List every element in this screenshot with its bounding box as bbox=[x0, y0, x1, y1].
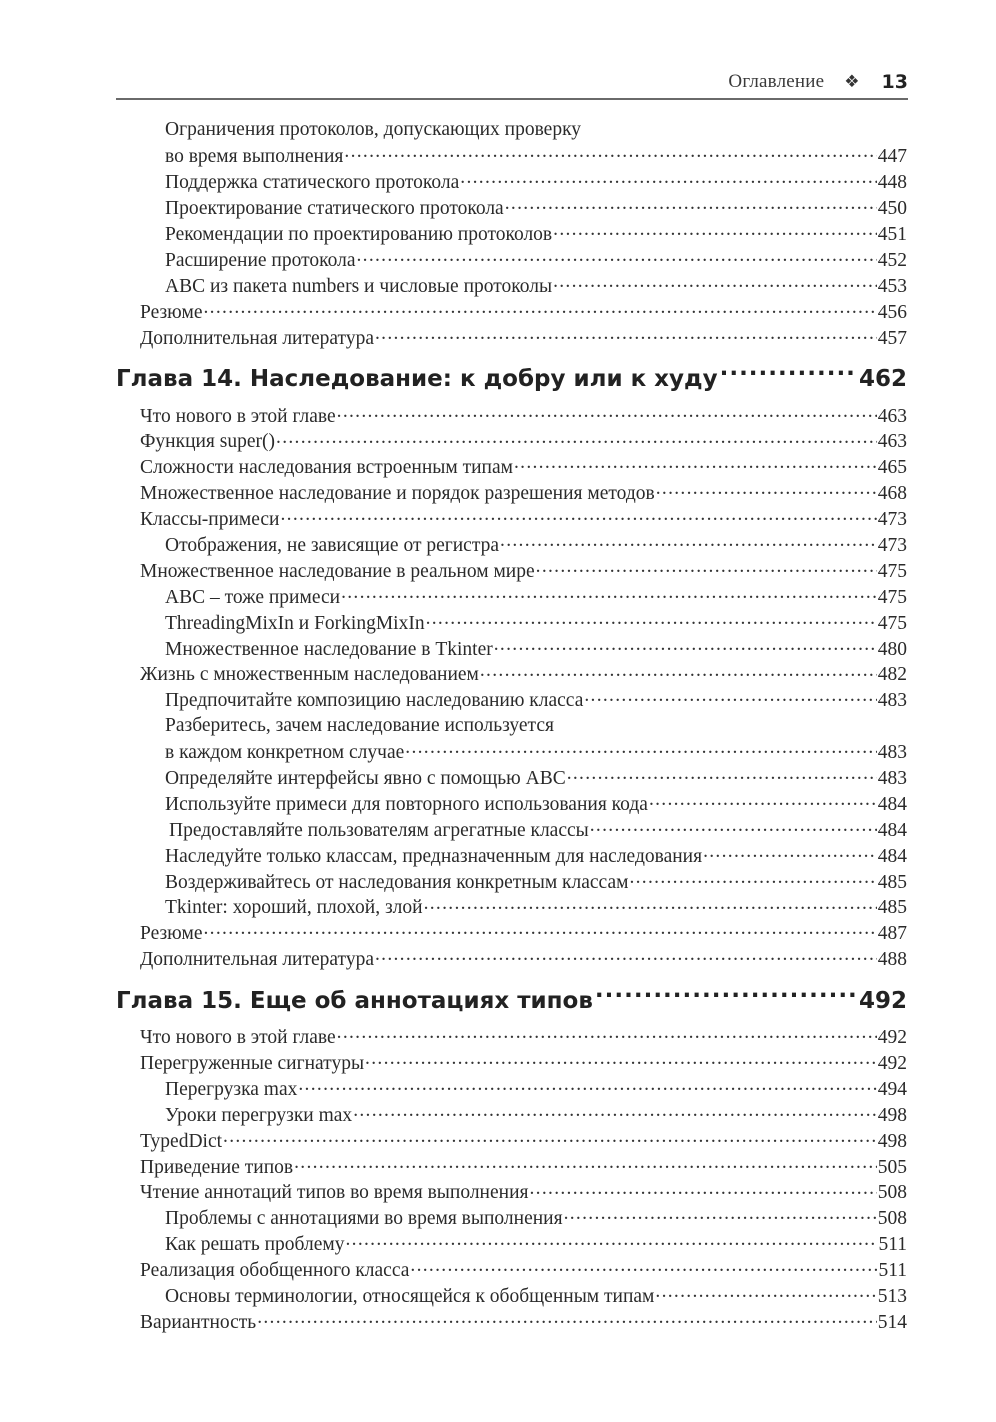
toc-entry-title: Используйте примеси для повторного использования кода bbox=[165, 793, 648, 815]
toc-entry[interactable] bbox=[140, 221, 907, 247]
toc-entry[interactable] bbox=[140, 402, 907, 428]
toc-entry[interactable] bbox=[140, 1257, 907, 1283]
toc-entry-page: 513 bbox=[877, 1286, 907, 1308]
toc-entry-title: Как решать проблему bbox=[165, 1234, 345, 1256]
toc-entry-title: Проблемы с аннотациями во время выполнения bbox=[165, 1208, 563, 1230]
page-number: 13 bbox=[881, 71, 908, 93]
toc-entry[interactable] bbox=[140, 195, 907, 221]
toc-entry-title: Резюме bbox=[140, 923, 203, 945]
toc-entry-page: 452 bbox=[877, 249, 907, 271]
toc-entry[interactable] bbox=[140, 506, 907, 532]
toc-entry-title: Уроки перегрузки max bbox=[165, 1104, 353, 1126]
toc-entry[interactable] bbox=[140, 790, 907, 816]
dot-leader bbox=[703, 842, 877, 862]
toc-entry-page: 511 bbox=[878, 1234, 907, 1256]
toc-entry[interactable] bbox=[140, 583, 907, 609]
toc-entry-title: Реализация обобщенного класса bbox=[140, 1260, 410, 1282]
toc-entry-page: 492 bbox=[877, 1053, 907, 1074]
dot-leader bbox=[298, 1075, 876, 1095]
toc-entry-title: Множественное наследование в Tkinter bbox=[165, 638, 493, 660]
dot-leader bbox=[405, 739, 876, 759]
chapter-page: 462 bbox=[858, 366, 907, 393]
toc-entry-page: 473 bbox=[877, 534, 907, 556]
toc-entry[interactable] bbox=[140, 1153, 907, 1179]
toc-entry[interactable] bbox=[140, 246, 907, 272]
toc-entry-title: Сложности наследования встроенным типам bbox=[140, 457, 513, 479]
toc-entry-page: 448 bbox=[877, 172, 907, 194]
toc-entry-title: Отображения, не зависящие от регистра bbox=[165, 534, 500, 556]
toc-entry-page: 494 bbox=[877, 1078, 907, 1100]
toc-entry-page: 475 bbox=[877, 586, 907, 608]
toc-entry[interactable] bbox=[140, 324, 907, 350]
diamond-ornament-icon: ❖ bbox=[844, 72, 860, 91]
toc-entry-title: Жизнь с множественным наследованием bbox=[140, 664, 479, 686]
toc-entry-title: Tkinter: хороший, плохой, злой bbox=[165, 897, 423, 919]
toc-entry-page: 498 bbox=[877, 1104, 907, 1126]
dot-leader bbox=[536, 557, 877, 577]
dot-leader bbox=[590, 816, 877, 836]
chapter-heading[interactable] bbox=[116, 978, 907, 1024]
dot-leader bbox=[629, 868, 876, 888]
toc-entry[interactable] bbox=[140, 635, 907, 661]
toc-entry-page: 508 bbox=[877, 1208, 907, 1230]
toc-entry-title: во время выполнения bbox=[165, 146, 344, 168]
toc-entry-title: Разберитесь, зачем наследование используется bbox=[165, 714, 554, 736]
toc-entry[interactable] bbox=[140, 687, 907, 713]
toc-entry-page: 480 bbox=[877, 638, 907, 660]
toc-entry[interactable] bbox=[140, 1024, 907, 1050]
toc-entry-title: Наследуйте только классам, предназначенным для наследования bbox=[165, 845, 703, 867]
toc-entry-title: Проектирование статического протокола bbox=[165, 198, 504, 220]
toc-entry-title: Определяйте интерфейсы явно с помощью ABC bbox=[165, 767, 566, 789]
toc-entry-page: 485 bbox=[877, 871, 907, 893]
toc-entry-title: в каждом конкретном случае bbox=[165, 742, 405, 764]
toc-entry-page: 483 bbox=[877, 690, 907, 712]
toc-entry-title: Резюме bbox=[140, 301, 203, 323]
toc-entry[interactable] bbox=[140, 298, 907, 324]
toc-entry[interactable] bbox=[140, 480, 907, 506]
toc-entry-title: Воздерживайтесь от наследования конкретным классам bbox=[165, 871, 629, 893]
toc-entry[interactable] bbox=[140, 609, 907, 635]
toc-entry[interactable] bbox=[140, 272, 907, 298]
toc-entry-title: Классы-примеси bbox=[140, 509, 280, 531]
toc-entry-page: 483 bbox=[877, 742, 907, 764]
toc-entry[interactable] bbox=[140, 816, 907, 842]
toc-entry[interactable] bbox=[140, 531, 907, 557]
toc-entry-page: 498 bbox=[877, 1130, 907, 1152]
toc-entry-page: 483 bbox=[877, 767, 907, 789]
chapter-page: 492 bbox=[858, 987, 907, 1014]
toc-entry[interactable] bbox=[140, 1179, 907, 1205]
dot-leader bbox=[281, 506, 877, 526]
toc-entry-title: Приведение типов bbox=[140, 1156, 294, 1178]
dot-leader bbox=[480, 661, 877, 681]
toc-entry-title: Ограничения протоколов, допускающих проверку bbox=[165, 119, 582, 140]
toc-entry[interactable] bbox=[140, 428, 907, 454]
toc-entry-page: 457 bbox=[877, 327, 907, 349]
toc-entry-page: 468 bbox=[877, 483, 907, 505]
toc-entry[interactable] bbox=[140, 169, 907, 195]
dot-leader bbox=[344, 143, 876, 163]
toc-entry-title: Поддержка статического протокола bbox=[165, 172, 460, 194]
toc-entry-page: 473 bbox=[877, 509, 907, 531]
dot-leader bbox=[514, 454, 877, 474]
toc-entry[interactable] bbox=[140, 143, 907, 169]
toc-entry[interactable] bbox=[140, 842, 907, 868]
toc-entry-page: 451 bbox=[877, 224, 907, 246]
toc-entry-title: Множественное наследование и порядок разрешения методов bbox=[140, 483, 655, 505]
dot-leader bbox=[460, 169, 876, 189]
toc-entry[interactable] bbox=[140, 1127, 907, 1153]
toc-entry-page: 463 bbox=[877, 431, 907, 453]
toc-entry-title: Основы терминологии, относящейся к обобщенным типам bbox=[165, 1286, 655, 1308]
toc-entry-page: 482 bbox=[877, 664, 907, 686]
dot-leader bbox=[353, 1101, 877, 1121]
dot-leader bbox=[424, 894, 877, 914]
dot-leader bbox=[567, 764, 877, 784]
dot-leader bbox=[375, 946, 877, 966]
dot-leader bbox=[530, 1179, 877, 1199]
toc-entry[interactable] bbox=[140, 1075, 907, 1101]
toc-entry-page: 492 bbox=[877, 1027, 907, 1049]
toc-entry-page: 450 bbox=[877, 198, 907, 220]
dot-leader bbox=[655, 1283, 876, 1303]
chapter-heading[interactable] bbox=[116, 356, 907, 402]
toc-entry[interactable] bbox=[140, 1308, 907, 1334]
toc-entry-page: 463 bbox=[877, 405, 907, 427]
toc-entry-title: ThreadingMixIn и ForkingMixIn bbox=[165, 612, 425, 634]
toc-entry-page: 475 bbox=[877, 560, 907, 582]
dot-leader bbox=[410, 1257, 877, 1277]
chapter-title: Глава 15. Еще об аннотациях типов bbox=[116, 987, 593, 1014]
toc-entry-title: TypedDict bbox=[140, 1130, 223, 1152]
toc-entry-title: Чтение аннотаций типов во время выполнения bbox=[140, 1182, 529, 1204]
dot-leader bbox=[276, 428, 877, 448]
toc-entry[interactable] bbox=[140, 557, 907, 583]
dot-leader bbox=[223, 1127, 877, 1147]
toc-entry-page: 484 bbox=[877, 845, 907, 867]
dot-leader bbox=[564, 1205, 877, 1225]
dot-leader bbox=[204, 920, 877, 940]
dot-leader bbox=[494, 635, 877, 655]
toc-entry-page: 488 bbox=[877, 949, 907, 971]
toc-entry-page: 475 bbox=[877, 612, 907, 634]
dot-leader bbox=[649, 790, 877, 810]
toc-entry[interactable] bbox=[140, 1205, 907, 1231]
dot-leader bbox=[341, 583, 877, 603]
dot-leader bbox=[365, 1050, 877, 1070]
toc-entry[interactable] bbox=[140, 1101, 907, 1127]
toc-entry-page: 465 bbox=[877, 457, 907, 479]
toc-entry[interactable] bbox=[140, 739, 907, 765]
dot-leader bbox=[500, 531, 877, 551]
toc-entry[interactable] bbox=[140, 661, 907, 687]
toc-entry-page: 484 bbox=[877, 819, 907, 841]
running-header bbox=[116, 66, 908, 100]
dot-leader bbox=[505, 195, 877, 215]
dot-leader bbox=[595, 985, 857, 1008]
toc-entry-title: Перегруженные сигнатуры bbox=[140, 1053, 365, 1074]
table-of-contents bbox=[116, 117, 907, 1334]
toc-entry-title: Предпочитайте композицию наследованию класса bbox=[165, 690, 584, 712]
toc-entry[interactable] bbox=[140, 868, 907, 894]
toc-entry[interactable] bbox=[140, 764, 907, 790]
dot-leader bbox=[337, 402, 877, 422]
toc-entry-title: Что нового в этой главе bbox=[140, 1027, 336, 1049]
toc-entry-title: Дополнительная литература bbox=[140, 949, 374, 971]
toc-entry-title: ABC из пакета numbers и числовые протоколы bbox=[165, 275, 553, 297]
dot-leader bbox=[204, 298, 877, 318]
toc-entry-page: 505 bbox=[877, 1156, 907, 1178]
dot-leader bbox=[553, 272, 877, 292]
dot-leader bbox=[720, 363, 857, 386]
toc-entry[interactable] bbox=[140, 1283, 907, 1309]
toc-entry-page: 447 bbox=[877, 146, 907, 168]
toc-entry[interactable] bbox=[140, 454, 907, 480]
toc-entry-page: 484 bbox=[877, 793, 907, 815]
dot-leader bbox=[294, 1153, 877, 1173]
toc-entry-title: Множественное наследование в реальном мире bbox=[140, 560, 535, 582]
dot-leader bbox=[584, 687, 876, 707]
toc-entry-page: 453 bbox=[877, 275, 907, 297]
toc-entry-page: 485 bbox=[877, 897, 907, 919]
toc-entry-title: Рекомендации по проектированию протоколов bbox=[165, 224, 553, 246]
toc-entry-page: 487 bbox=[877, 923, 907, 945]
toc-entry-title: Расширение протокола bbox=[165, 249, 356, 271]
chapter-title: Глава 14. Наследование: к добру или к худу bbox=[116, 366, 718, 393]
toc-entry-page: 514 bbox=[877, 1311, 907, 1333]
toc-entry[interactable] bbox=[140, 920, 907, 946]
toc-entry-title-line[interactable] bbox=[140, 117, 907, 143]
running-header-title: Оглавление bbox=[728, 71, 825, 92]
dot-leader bbox=[337, 1024, 877, 1044]
dot-leader bbox=[426, 609, 877, 629]
toc-entry-page: 456 bbox=[877, 301, 907, 323]
toc-entry-title: ABC – тоже примеси bbox=[165, 586, 341, 608]
toc-entry-page: 511 bbox=[878, 1260, 907, 1282]
toc-entry-title: Вариантность bbox=[140, 1311, 257, 1333]
dot-leader bbox=[345, 1231, 877, 1251]
toc-entry[interactable] bbox=[140, 1050, 907, 1076]
dot-leader bbox=[553, 221, 877, 241]
toc-entry-title: Перегрузка max bbox=[165, 1078, 298, 1100]
toc-entry[interactable] bbox=[140, 1231, 907, 1257]
dot-leader bbox=[257, 1308, 877, 1328]
toc-entry-title: Что нового в этой главе bbox=[140, 405, 336, 427]
dot-leader bbox=[656, 480, 877, 500]
dot-leader bbox=[356, 246, 876, 266]
dot-leader bbox=[375, 324, 877, 344]
toc-entry-title: Дополнительная литература bbox=[140, 327, 374, 349]
toc-entry-title-line[interactable] bbox=[140, 713, 907, 739]
toc-entry[interactable] bbox=[140, 946, 907, 972]
toc-entry[interactable] bbox=[140, 894, 907, 920]
toc-entry-page: 508 bbox=[877, 1182, 907, 1204]
toc-entry-title: Предоставляйте пользователям агрегатные классы bbox=[169, 819, 589, 841]
toc-entry-title: Функция super() bbox=[140, 431, 276, 453]
